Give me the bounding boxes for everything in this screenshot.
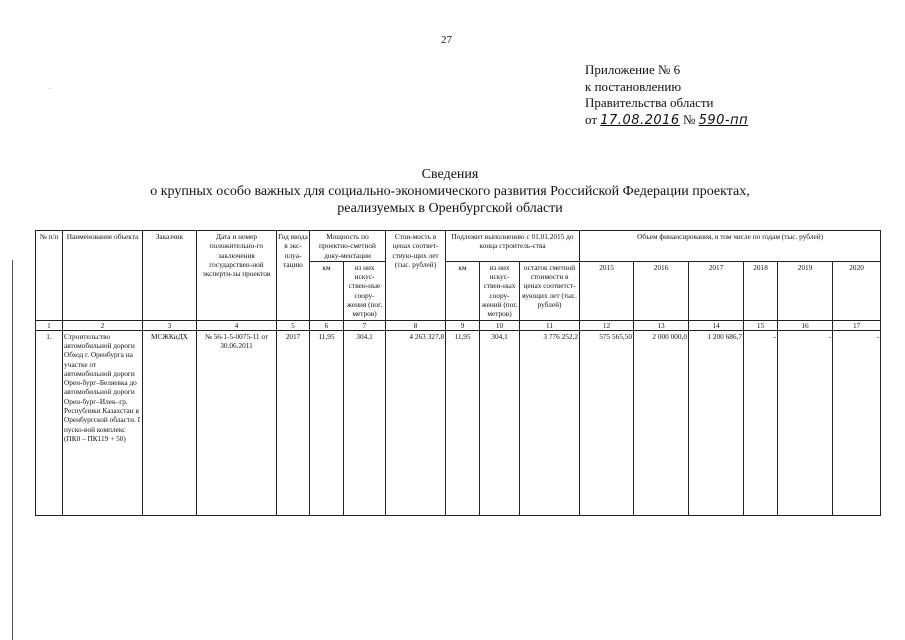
column-number: 12 (580, 320, 634, 330)
header-year-2016: 2016 (634, 261, 689, 320)
appendix-line2: к постановлению (585, 78, 682, 94)
column-number: 9 (446, 320, 480, 330)
cell-cost: 4 263 327,8 (386, 330, 446, 515)
projects-table (35, 230, 881, 516)
document-subtitle-line1: о крупных особо важных для социально-экономического развития Российской Федерации проектах, (150, 184, 750, 199)
header-capacity: Мощность по проектно-сметной доку-ментации (310, 231, 386, 262)
handwritten-number: 590-пп (698, 112, 749, 128)
table-header-row (36, 231, 881, 262)
header-balance: остаток сметной стоимости в ценах соответст-вующих лет (тыс. рублей) (520, 261, 580, 320)
handwritten-date: 17.08.2016 (600, 112, 680, 128)
document-subtitle-line2: реализуемых в Оренбургской области (337, 201, 563, 216)
column-number: 17 (833, 320, 881, 330)
header-name: Наименование объекта (63, 231, 143, 321)
cell-2018: - (744, 330, 778, 515)
appendix-date-line (585, 112, 748, 130)
column-number: 5 (277, 320, 310, 330)
document-title: Сведения (421, 167, 479, 182)
appendix-line3: Правительства области (585, 95, 714, 110)
header-km-remaining: км (446, 261, 480, 320)
header-year-2018: 2018 (744, 261, 778, 320)
header-km: км (310, 261, 344, 320)
column-number: 16 (778, 320, 833, 330)
header-year-2019: 2019 (778, 261, 833, 320)
appendix-from: от (585, 111, 598, 127)
header-structures-remaining: из них искус-ствен-ных соору-жений (пог. метров) (480, 261, 520, 320)
cell-2016: 2 000 000,0 (634, 330, 689, 515)
header-year-2020: 2020 (833, 261, 881, 320)
cell-name: Строительство автомобильной дороги Обход г. Оренбурга на участке от автомобильной дороги Орен-бург–Беляевка до автомобильной дороги Орен-бург–Илек–гр. Республики Казахстан в Оренбургской области. I пуско-вой комплекс (ПК0 – ПК119 + 50) (63, 330, 143, 515)
column-number: 13 (634, 320, 689, 330)
column-number-row (36, 320, 881, 330)
cell-expertise: № 56-1-5-0075-11 от 30.06.2011 (197, 330, 277, 515)
scan-speck: · (48, 85, 51, 93)
header-cost: Стои-мость в ценах соответ-ствую-щих лет (тыс. рублей) (386, 231, 446, 321)
column-number: 2 (63, 320, 143, 330)
column-number: 7 (344, 320, 386, 330)
cell-customer: МСЖКиДХ (143, 330, 197, 515)
scan-margin-line (12, 260, 13, 640)
cell-num: 1. (36, 330, 63, 515)
column-number: 8 (386, 320, 446, 330)
cell-km-remaining: 11,95 (446, 330, 480, 515)
table-row (36, 330, 881, 515)
header-num: № п/п (36, 231, 63, 321)
header-structures: из них искус-ствен-ные соору-жения (пог. метров) (344, 261, 386, 320)
cell-2019: - (778, 330, 833, 515)
page-number: 27 (441, 34, 452, 46)
cell-year: 2017 (277, 330, 310, 515)
header-remaining: Подлежит выполнению с 01.01.2015 до конца строитель-ства (446, 231, 580, 262)
column-number: 15 (744, 320, 778, 330)
header-year: Год ввода в экс-плуа-тацию (277, 231, 310, 321)
cell-2020: - (833, 330, 881, 515)
header-customer: Заказчик (143, 231, 197, 321)
header-year-2015: 2015 (580, 261, 634, 320)
column-number: 10 (480, 320, 520, 330)
cell-balance: 3 776 252,2 (520, 330, 580, 515)
appendix-number-label: № (682, 111, 696, 127)
cell-structures: 304,1 (344, 330, 386, 515)
appendix-block (585, 62, 748, 129)
header-expertise: Дата и номер положительно-го заключения государствен-ной эксперти-зы проектов (197, 231, 277, 321)
column-number: 14 (689, 320, 744, 330)
cell-2015: 575 565,50 (580, 330, 634, 515)
cell-structures-remaining: 304,1 (480, 330, 520, 515)
column-number: 11 (520, 320, 580, 330)
column-number: 4 (197, 320, 277, 330)
cell-km: 11,95 (310, 330, 344, 515)
column-number: 6 (310, 320, 344, 330)
header-year-2017: 2017 (689, 261, 744, 320)
header-financing: Объем финансирования, в том числе по годам (тыс. рублей) (580, 231, 881, 262)
cell-2017: 1 200 686,7 (689, 330, 744, 515)
column-number: 1 (36, 320, 63, 330)
column-number: 3 (143, 320, 197, 330)
appendix-line1: Приложение № 6 (585, 62, 681, 77)
